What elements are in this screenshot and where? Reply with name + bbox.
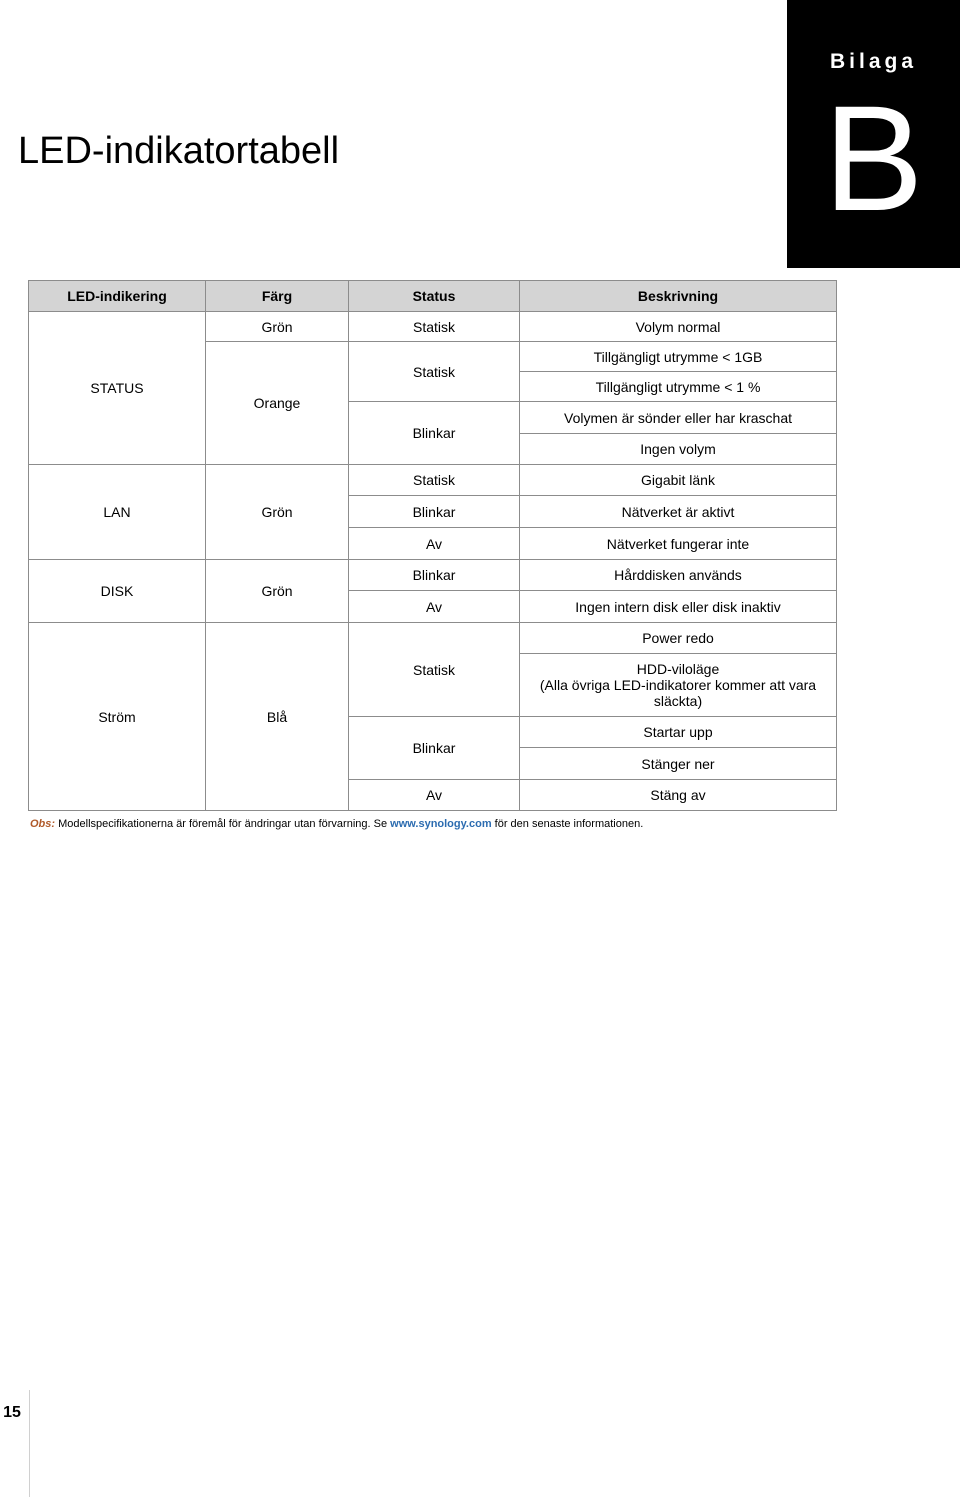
note-text-end: för den senaste informationen. bbox=[491, 818, 644, 830]
cell-color: Grön bbox=[206, 465, 349, 560]
page-number: 15 bbox=[3, 1404, 21, 1421]
cell-description: Nätverket är aktivt bbox=[520, 496, 837, 528]
led-status: STATUS bbox=[29, 312, 206, 465]
header-description: Beskrivning bbox=[520, 281, 837, 312]
cell-status: Av bbox=[349, 591, 520, 623]
header-color: Färg bbox=[206, 281, 349, 312]
cell-description: Stäng av bbox=[520, 780, 837, 811]
note-label: Obs: bbox=[30, 818, 56, 830]
cell-description: Tillgängligt utrymme < 1 % bbox=[520, 372, 837, 402]
cell-color: Orange bbox=[206, 342, 349, 465]
cell-description: Gigabit länk bbox=[520, 465, 837, 496]
note-text: Modellspecifikationerna är föremål för ändringar utan förvarning. Se bbox=[55, 818, 391, 830]
hdd-sleep-note: (Alla övriga LED-indikatorer kommer att vara släckta) bbox=[539, 677, 817, 709]
table-row bbox=[29, 560, 837, 591]
cell-description: Volym normal bbox=[520, 312, 837, 342]
led-indicator-table bbox=[28, 280, 837, 811]
cell-description: Volymen är sönder eller har kraschat bbox=[520, 402, 837, 434]
hdd-sleep-label: HDD-viloläge bbox=[636, 661, 720, 677]
appendix-label: Bilaga bbox=[829, 50, 918, 73]
cell-status: Statisk bbox=[349, 342, 520, 402]
cell-status: Blinkar bbox=[349, 717, 520, 780]
led-power: Ström bbox=[29, 623, 206, 811]
cell-status: Statisk bbox=[349, 312, 520, 342]
cell-description: Nätverket fungerar inte bbox=[520, 528, 837, 560]
cell-status: Av bbox=[349, 780, 520, 811]
cell-color: Grön bbox=[206, 312, 349, 342]
led-disk: DISK bbox=[29, 560, 206, 623]
header-status: Status bbox=[349, 281, 520, 312]
cell-description: Ingen volym bbox=[520, 434, 837, 465]
cell-description: Hårddisken används bbox=[520, 560, 837, 591]
footnote bbox=[30, 817, 643, 831]
cell-description: Ingen intern disk eller disk inaktiv bbox=[520, 591, 837, 623]
cell-status: Av bbox=[349, 528, 520, 560]
appendix-tab bbox=[787, 0, 960, 268]
cell-status: Statisk bbox=[349, 623, 520, 717]
cell-status: Blinkar bbox=[349, 560, 520, 591]
header-led: LED-indikering bbox=[29, 281, 206, 312]
website-link[interactable]: www.synology.com bbox=[390, 818, 492, 830]
cell-status: Blinkar bbox=[349, 496, 520, 528]
led-lan: LAN bbox=[29, 465, 206, 560]
cell-description: Startar upp bbox=[520, 717, 837, 748]
table-row bbox=[29, 465, 837, 496]
cell-description: Power redo bbox=[520, 623, 837, 654]
cell-status: Statisk bbox=[349, 465, 520, 496]
table-header-row bbox=[29, 281, 837, 312]
page-title: LED-indikatortabell bbox=[18, 130, 340, 172]
table-row bbox=[29, 623, 837, 654]
cell-description: Stänger ner bbox=[520, 748, 837, 780]
cell-color: Grön bbox=[206, 560, 349, 623]
cell-description bbox=[520, 654, 837, 717]
cell-color: Blå bbox=[206, 623, 349, 811]
cell-description: Tillgängligt utrymme < 1GB bbox=[520, 342, 837, 372]
table-row bbox=[29, 312, 837, 342]
appendix-letter: B bbox=[823, 74, 924, 242]
cell-status: Blinkar bbox=[349, 402, 520, 465]
page-divider bbox=[29, 1390, 30, 1497]
